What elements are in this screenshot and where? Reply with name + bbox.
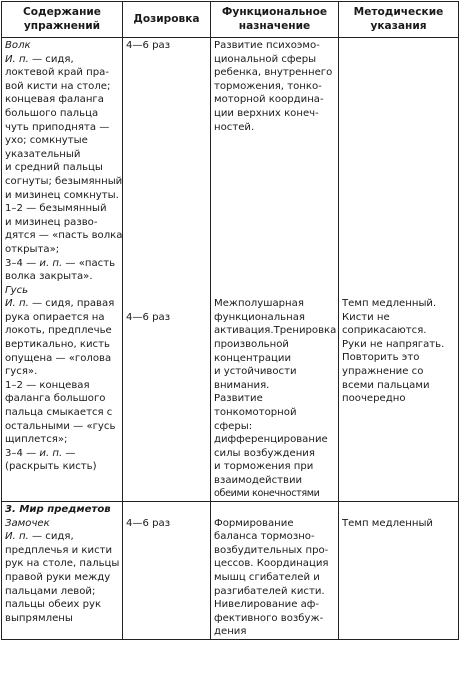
functional-purpose-cell: Развитие психоэмо- циональной сферы ребенка, внутреннего торможения, тонко- моторной координа- ции верхних конеч- ностей. Межполушарная функциональная активация.Тренировка произвольной концентрации и устойчивости внимания. Развитие тонкомоторной сферы: дифференцирование силы возбуждения и торможения при взаимодействии обеими конечностями bbox=[211, 38, 339, 502]
table-row-wolf-goose bbox=[2, 38, 459, 502]
header-dosage: Дозировка bbox=[123, 2, 211, 38]
table-row-lock bbox=[2, 502, 459, 640]
header-exercise-content: Содержание упражнений bbox=[2, 2, 123, 38]
exercise-name-wolf: Волк bbox=[5, 40, 31, 51]
method-notes-cell: Темп медленный. Кисти не соприкасаются. Руки не напрягать. Повторить это упражнение со всеми пальцами поочередно bbox=[339, 38, 459, 502]
table-header-row bbox=[2, 2, 459, 38]
exercise-description-cell: 3. Мир предметов Замочек И. п. — сидя, предплечья и кисти рук на столе, пальцы правой руки между пальцами левой; пальцы обеих рук выпрямлены bbox=[2, 502, 123, 640]
dosage-cell bbox=[123, 502, 211, 640]
functional-purpose-cell: Формирование баланса тормозно- возбудительных про- цессов. Координация мышц сгибателей и разгибателей кисти. Нивелирование аф- фективного возбуж- дения bbox=[211, 502, 339, 640]
exercise-description-cell: Волк И. п. — сидя, локтевой край пра- вой кисти на столе; концевая фаланга большого пальца чуть приподнята — ухо; сомкнутые указательный и средний пальцы согнуты; безымянный и мизинец сомкнуты. 1–2 — безымянный и мизинец разво- дятся — «пасть волка открыта»; 3–4 — и. п. — «пасть волка закрыта». Гусь И. п. — сидя, правая рука опирается на локоть, предплечье вертикально, кисть опущена — «голова гуся». 1–2 — концевая фаланга большого пальца смыкается с остальными — «гусь щиплется»; 3–4 — и. п. — (раскрыть кисть) bbox=[2, 38, 123, 502]
header-functional-purpose: Функциональное назначение bbox=[211, 2, 339, 38]
dosage-goose: 4—6 раз bbox=[126, 311, 171, 323]
exercise-name-goose: Гусь bbox=[5, 284, 29, 296]
method-notes-cell: Темп медленный bbox=[339, 502, 459, 640]
section-title: 3. Мир предметов bbox=[5, 504, 111, 516]
header-method-notes: Методические указания bbox=[339, 2, 459, 38]
dosage-cell bbox=[123, 38, 211, 502]
dosage-wolf: 4—6 раз bbox=[126, 40, 171, 51]
dosage-lock: 4—6 раз bbox=[126, 517, 171, 529]
exercise-name-lock: Замочек bbox=[5, 517, 50, 529]
exercise-table bbox=[1, 1, 459, 640]
